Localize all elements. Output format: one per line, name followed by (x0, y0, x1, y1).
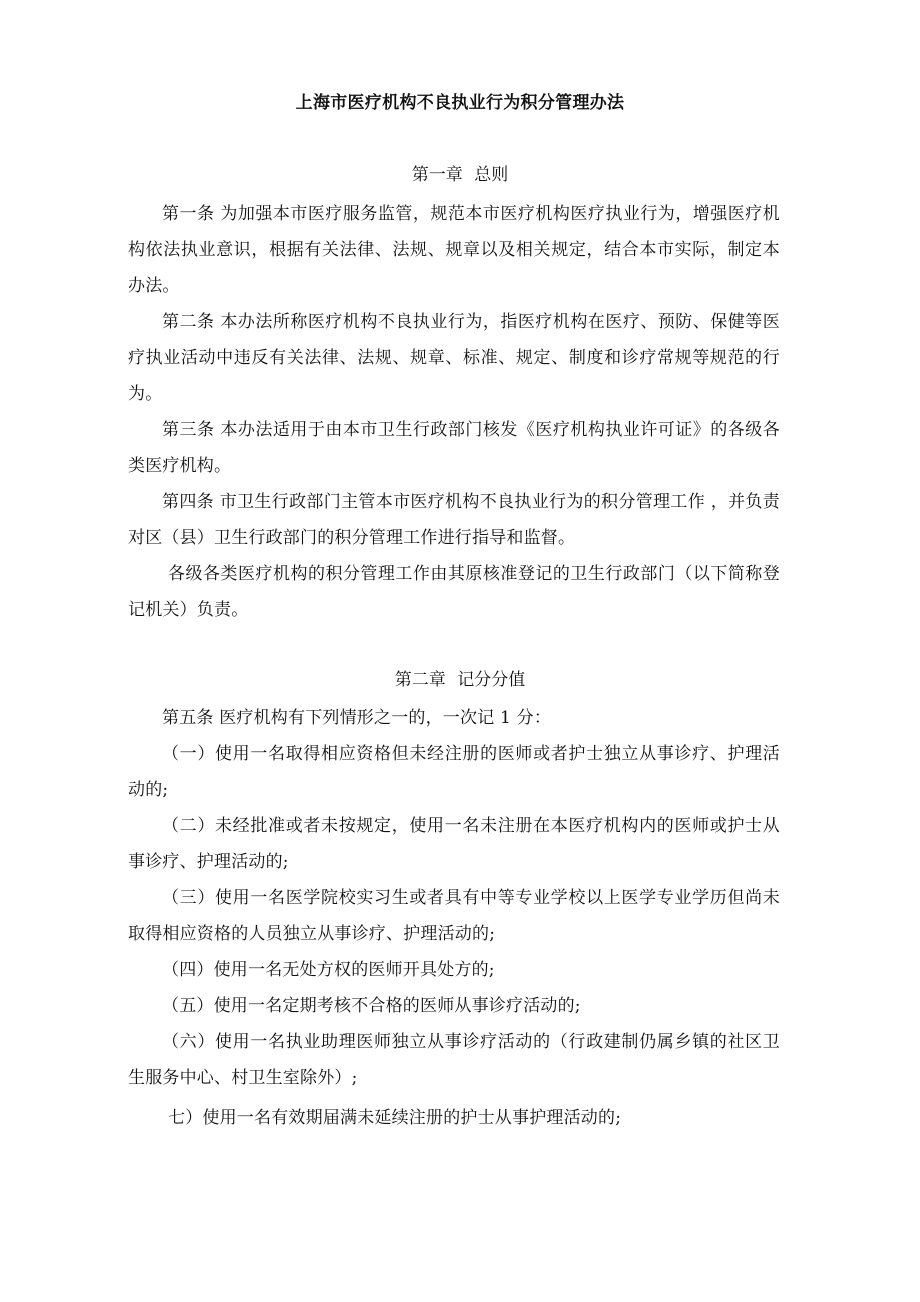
article-5-item-4: （四）使用一名无处方权的医师开具处方的; (162, 960, 495, 980)
document-title: 上海市医疗机构不良执业行为积分管理办法 (295, 93, 625, 113)
article-4: 第四条 市卫生行政部门主管本市医疗机构不良执业行为的积分管理工作 ，并负责对区（县）卫生行政部门的积分管理工作进行指导和监督。 (128, 492, 780, 548)
article-5-item-5: （五）使用一名定期考核不合格的医师从事诊疗活动的; (162, 996, 581, 1016)
chapter-1-heading: 第一章 总则 (411, 165, 509, 185)
article-5-item-2: （二）未经批准或者未按规定，使用一名未注册在本医疗机构内的医师或护士从事诊疗、护理活动的; (128, 816, 780, 872)
article-3: 第三条 本办法适用于由本市卫生行政部门核发《医疗机构执业许可证》的各级各类医疗机构。 (128, 420, 780, 476)
article-5-item-1: （一）使用一名取得相应资格但未经注册的医师或者护士独立从事诊疗、护理活动的; (128, 744, 780, 800)
article-5-item-7: 七）使用一名有效期届满未延续注册的护士从事护理活动的; (168, 1108, 622, 1128)
chapter-2-heading: 第二章 记分分值 (394, 670, 526, 690)
article-5-item-6: （六）使用一名执业助理医师独立从事诊疗活动的（行政建制仍属乡镇的社区卫生服务中心、村卫生室除外）; (128, 1032, 780, 1088)
article-2: 第二条 本办法所称医疗机构不良执业行为，指医疗机构在医疗、预防、保健等医疗执业活动中违反有关法律、法规、规章、标准、规定、制度和诊疗常规等规范的行为。 (128, 312, 780, 404)
article-1: 第一条 为加强本市医疗服务监管，规范本市医疗机构医疗执业行为，增强医疗机构依法执业意识，根据有关法律、法规、规章以及相关规定，结合本市实际，制定本办法。 (128, 204, 780, 296)
article-5-item-3: （三）使用一名医学院校实习生或者具有中等专业学校以上医学专业学历但尚未取得相应资格的人员独立从事诊疗、护理活动的; (128, 888, 780, 944)
article-5: 第五条 医疗机构有下列情形之一的，一次记 1 分： (162, 708, 552, 728)
article-4-paragraph-2: 各级各类医疗机构的积分管理工作由其原核准登记的卫生行政部门（以下简称登记机关）负责。 (128, 564, 780, 620)
